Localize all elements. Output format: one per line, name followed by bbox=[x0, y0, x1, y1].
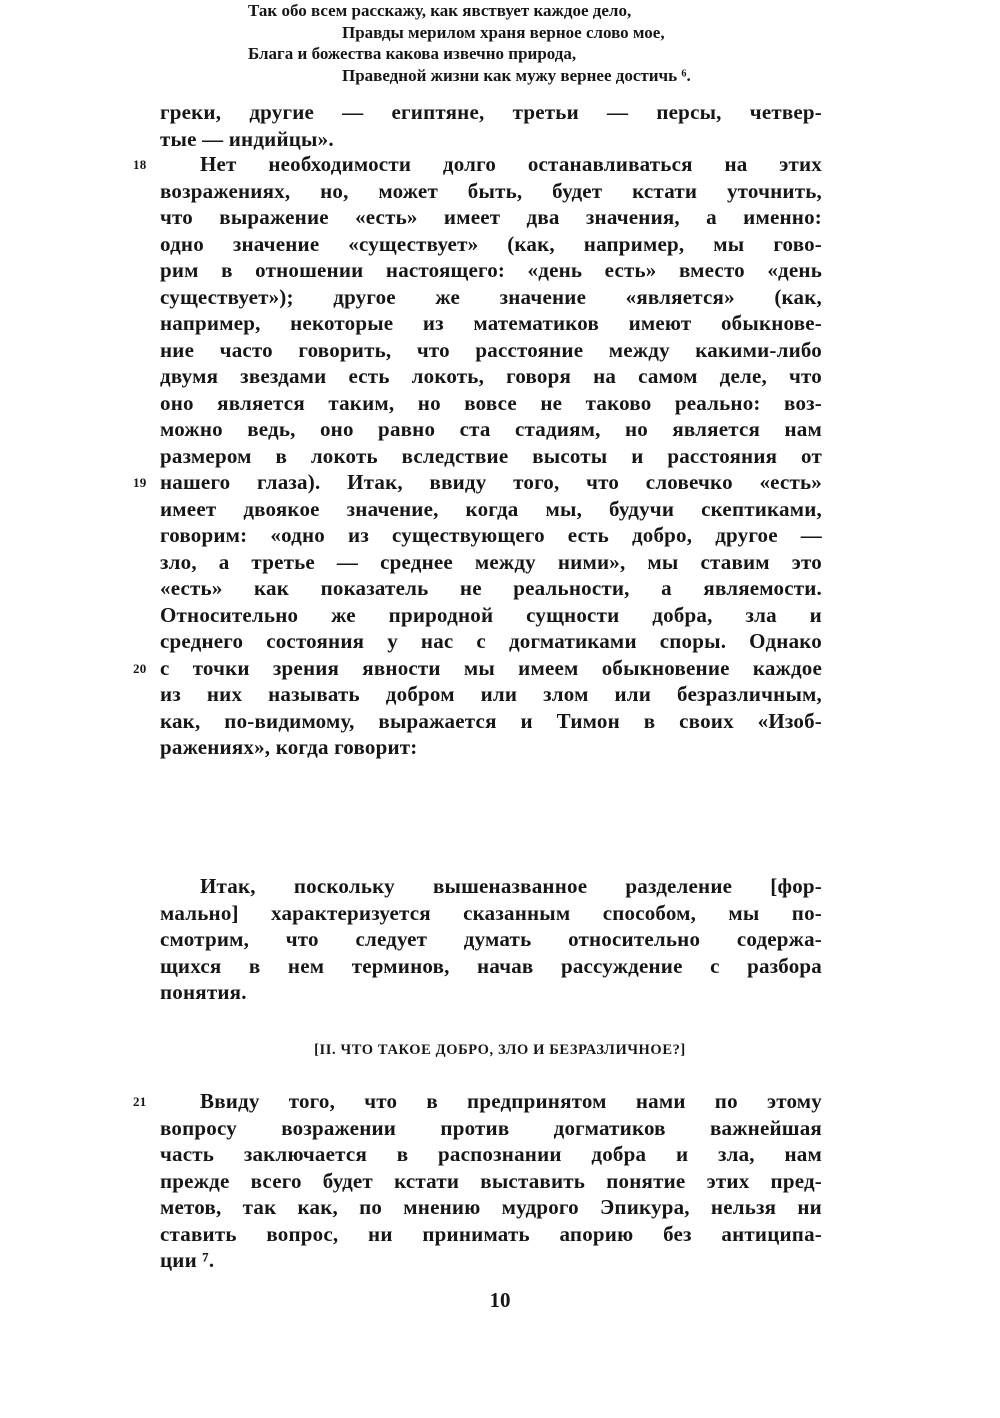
text-line bbox=[160, 178, 822, 205]
line-text: тые — индийцы». bbox=[160, 126, 334, 151]
line-text: смотрим, что следует думать относительно содержа- bbox=[160, 927, 822, 951]
line-text: Относительно же природной сущности добра, зла и bbox=[160, 602, 822, 627]
line-text: возражениях, но, может быть, будет кстати уточнить, bbox=[160, 178, 822, 203]
text-line bbox=[160, 310, 822, 337]
text-line bbox=[160, 575, 822, 602]
text-line bbox=[160, 979, 822, 1006]
line-text: размером в локоть вследствие высоты и расстояния от bbox=[160, 443, 822, 468]
text-line bbox=[160, 1141, 822, 1168]
text-line bbox=[160, 602, 822, 629]
margin-section-number: 21 bbox=[133, 1094, 147, 1109]
text-line bbox=[133, 151, 822, 178]
text-line bbox=[160, 231, 822, 258]
line-text: рим в отношении настоящего: «день есть» вместо «день bbox=[160, 258, 822, 282]
text-line bbox=[160, 390, 822, 417]
line-text: ции ⁷. bbox=[160, 1248, 215, 1272]
line-text: как, по-видимому, выражается и Тимон в своих «Изоб- bbox=[160, 708, 822, 733]
text-line bbox=[160, 1221, 822, 1248]
paragraph-continuation bbox=[160, 99, 822, 152]
line-text: среднего состояния у нас с догматиками споры. Однако bbox=[160, 629, 822, 653]
line-text: оно является таким, но вовсе не таково реально: воз- bbox=[160, 390, 822, 415]
text-line bbox=[160, 204, 822, 231]
verse-line: Правды мерилом храня верное слово мое, bbox=[342, 22, 665, 42]
paragraph-conclusion bbox=[160, 873, 822, 1006]
line-text: вопросу возражении против догматиков важнейшая bbox=[160, 1115, 822, 1140]
paragraph-21 bbox=[133, 1088, 822, 1274]
paragraph-18 bbox=[133, 151, 822, 761]
line-text: греки, другие — египтяне, третьи — персы, четвер- bbox=[160, 100, 822, 124]
line-text: Нет необходимости долго останавливаться на этих bbox=[200, 152, 822, 176]
text-line bbox=[133, 655, 822, 682]
line-text: существует»); другое же значение «является» (как, bbox=[160, 284, 822, 309]
text-line bbox=[160, 126, 822, 153]
text-line bbox=[160, 496, 822, 523]
line-text: прежде всего будет кстати выставить понятие этих пред- bbox=[160, 1168, 822, 1193]
line-text: Итак, поскольку вышеназванное разделение [фор- bbox=[200, 874, 822, 898]
line-text: можно ведь, оно равно ста стадиям, но является нам bbox=[160, 417, 822, 441]
verse-line: Так обо всем расскажу, как явствует каждое дело, bbox=[248, 1, 632, 20]
line-text: понятия. bbox=[160, 980, 247, 1004]
margin-section-number: 18 bbox=[133, 157, 147, 172]
line-text: часть заключается в распознании добра и зла, нам bbox=[160, 1142, 822, 1166]
line-text: ражениях», когда говорит: bbox=[160, 735, 418, 759]
line-text: имеет двоякое значение, когда мы, будучи скептиками, bbox=[160, 496, 822, 521]
text-line bbox=[160, 926, 822, 953]
text-line bbox=[133, 469, 822, 496]
line-text: говорим: «одно из существующего есть добро, другое — bbox=[160, 523, 822, 547]
section-heading: [II. ЧТО ТАКОЕ ДОБРО, ЗЛО И БЕЗРАЗЛИЧНОЕ?] bbox=[314, 1042, 686, 1058]
line-text: одно значение «существует» (как, например, мы гово- bbox=[160, 231, 822, 256]
line-text: метов, так как, по мнению мудрого Эпикура, нельзя ни bbox=[160, 1195, 822, 1219]
text-line bbox=[160, 337, 822, 364]
line-text: двумя звездами есть локоть, говоря на самом деле, что bbox=[160, 364, 822, 388]
text-line bbox=[160, 99, 822, 126]
text-line bbox=[160, 443, 822, 470]
text-line bbox=[160, 681, 822, 708]
text-line bbox=[160, 900, 822, 927]
line-text: зло, а третье — среднее между ними», мы ставим это bbox=[160, 549, 822, 574]
page-number: 10 bbox=[489, 1288, 511, 1312]
line-text: с точки зрения явности мы имеем обыкновение каждое bbox=[160, 655, 822, 680]
text-line bbox=[160, 1247, 822, 1274]
text-line bbox=[160, 873, 822, 900]
line-text: нашего глаза). Итак, ввиду того, что словечко «есть» bbox=[160, 470, 822, 494]
text-line bbox=[160, 363, 822, 390]
line-text: щихся в нем терминов, начав рассуждение с разбора bbox=[160, 953, 822, 978]
line-text: Ввиду того, что в предпринятом нами по этому bbox=[200, 1089, 822, 1113]
margin-section-number: 20 bbox=[133, 660, 147, 676]
text-line bbox=[160, 522, 822, 549]
verse-line: Блага и божества какова извечно природа, bbox=[248, 44, 577, 64]
line-text: ние часто говорить, что расстояние между какими-либо bbox=[160, 337, 822, 362]
text-line bbox=[133, 1088, 822, 1115]
line-text: что выражение «есть» имеет два значения, а именно: bbox=[160, 205, 822, 229]
text-line bbox=[160, 257, 822, 284]
line-text: «есть» как показатель не реальности, а являемости. bbox=[160, 576, 822, 600]
line-text: из них называть добром или злом или безразличным, bbox=[160, 682, 822, 706]
text-line bbox=[160, 1115, 822, 1142]
text-line bbox=[160, 628, 822, 655]
verse-line: Праведной жизни как мужу вернее достичь ⁶. bbox=[342, 66, 691, 86]
line-text: мально] характеризуется сказанным способом, мы по- bbox=[160, 900, 822, 925]
text-line bbox=[160, 708, 822, 735]
text-line bbox=[160, 1168, 822, 1195]
text-line bbox=[160, 953, 822, 980]
text-line bbox=[160, 284, 822, 311]
text-line bbox=[160, 1194, 822, 1221]
text-line bbox=[160, 734, 822, 761]
margin-section-number: 19 bbox=[133, 475, 147, 490]
line-text: например, некоторые из математиков имеют обыкнове- bbox=[160, 311, 822, 335]
text-line bbox=[160, 416, 822, 443]
text-line bbox=[160, 549, 822, 576]
line-text: ставить вопрос, ни принимать апорию без антиципа- bbox=[160, 1221, 822, 1246]
